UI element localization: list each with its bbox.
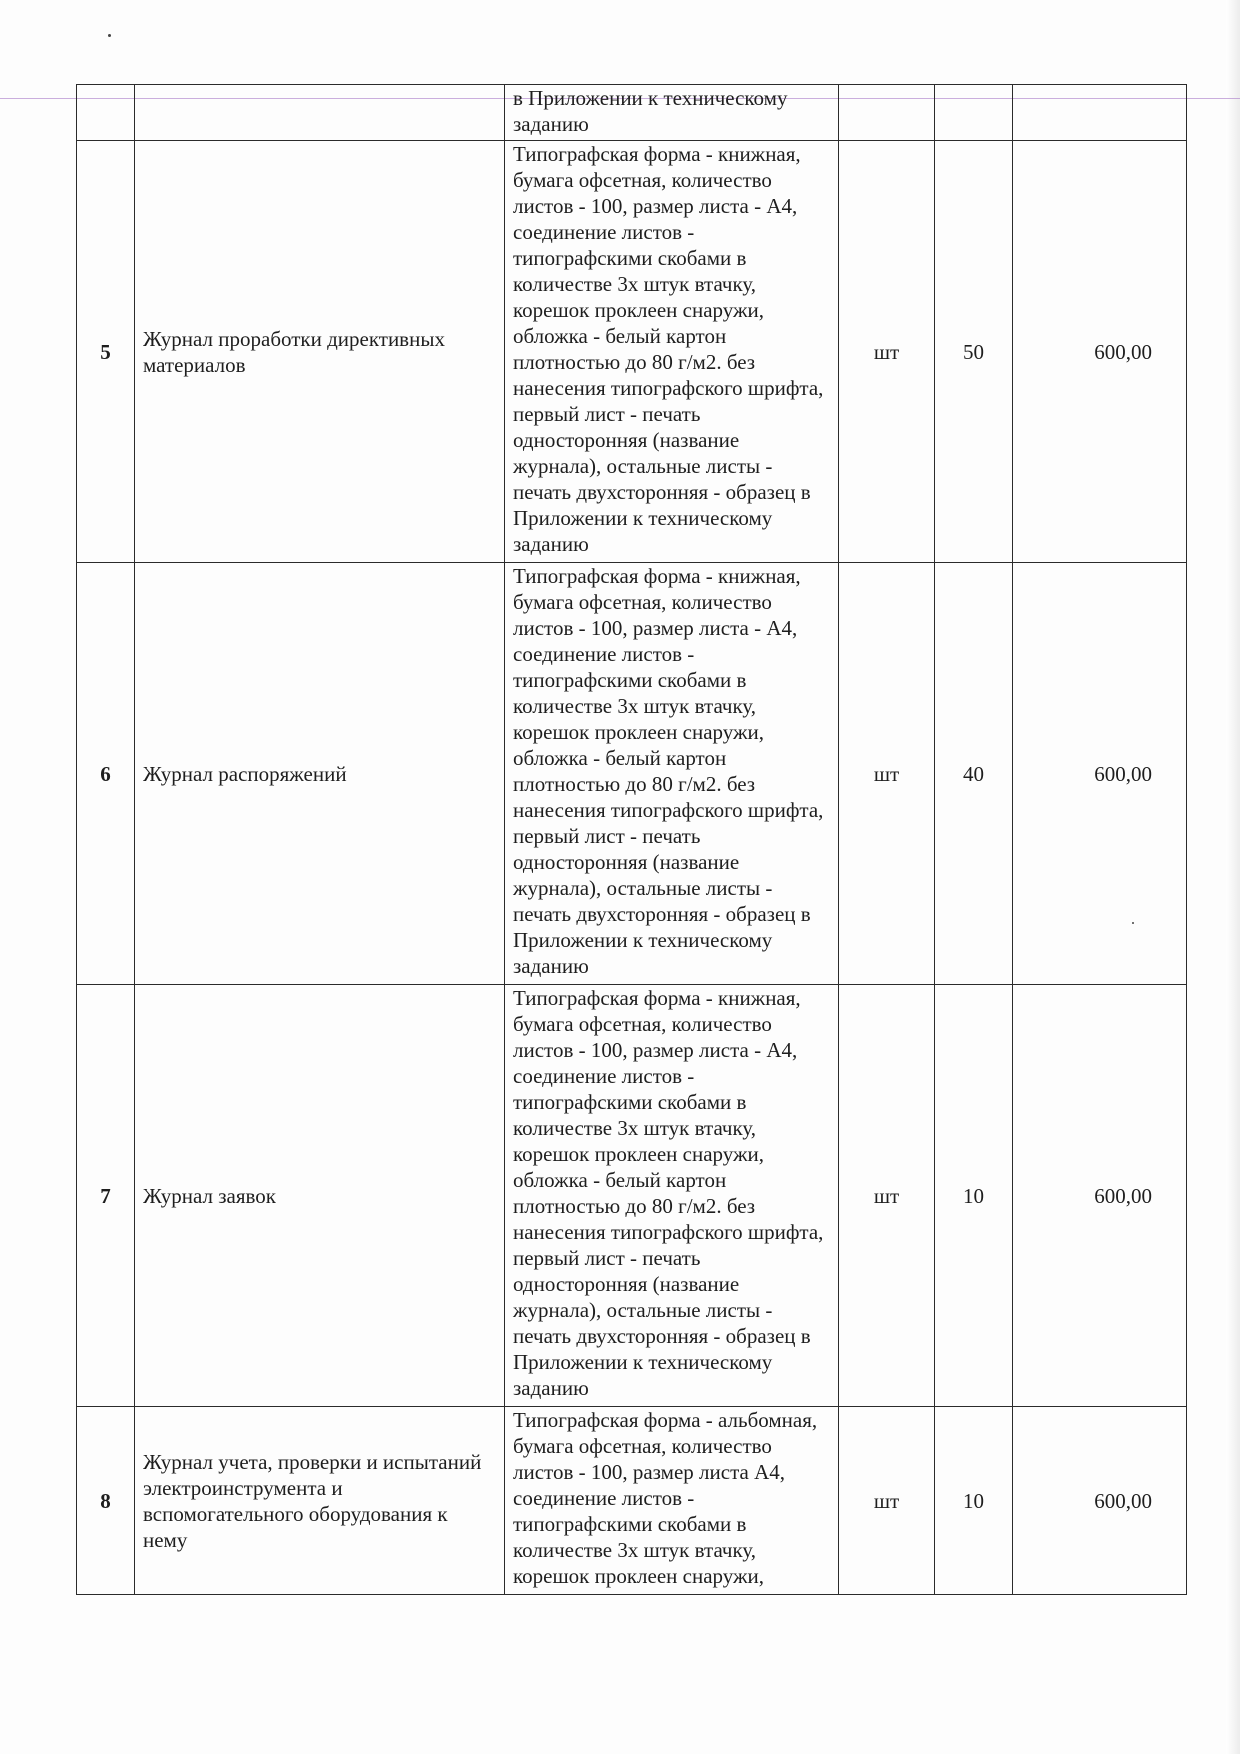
cell-price [1013,85,1187,141]
cell-desc: Типографская форма - книжная, бумага офсетная, количество листов - 100, размер листа - А4, соединение листов - типографскими скобами в количестве 3х штук втачку, корешок проклеен снаружи, обложка - белый картон плотностью до 80 г/м2. без нанесения типографского шрифта, первый лист - печать односторонняя (название журнала), остальные листы - печать двухсторонняя - образец в Приложении к техническому заданию [505,563,839,985]
cell-unit [839,85,935,141]
cell-name: Журнал проработки директивных материалов [135,141,505,563]
cell-desc: Типографская форма - книжная, бумага офсетная, количество листов - 100, размер листа - А4, соединение листов - типографскими скобами в количестве 3х штук втачку, корешок проклеен снаружи, обложка - белый картон плотностью до 80 г/м2. без нанесения типографского шрифта, первый лист - печать односторонняя (название журнала), остальные листы - печать двухсторонняя - образец в Приложении к техническому заданию [505,985,839,1407]
cell-name [135,85,505,141]
cell-desc: в Приложении к техническому заданию [505,85,839,141]
cell-desc: Типографская форма - альбомная, бумага офсетная, количество листов - 100, размер листа А4, соединение листов - типографскими скобами в количестве 3х штук втачку, корешок проклеен снаружи, [505,1407,839,1595]
cell-qty [935,85,1013,141]
cell-unit: шт [839,985,935,1407]
cell-unit: шт [839,563,935,985]
cell-num [77,85,135,141]
cell-name: Журнал распоряжений [135,563,505,985]
cell-num: 5 [77,141,135,563]
cell-qty: 10 [935,1407,1013,1595]
cell-price: 600,00 [1013,1407,1187,1595]
table-row [77,985,1187,1407]
cell-qty: 40 [935,563,1013,985]
table-row [77,1407,1187,1595]
cell-name: Журнал заявок [135,985,505,1407]
scan-edge-shadow [1226,0,1240,1754]
cell-num: 6 [77,563,135,985]
scan-speck [108,34,111,37]
cell-qty: 10 [935,985,1013,1407]
cell-desc: Типографская форма - книжная, бумага офсетная, количество листов - 100, размер листа - А4, соединение листов - типографскими скобами в количестве 3х штук втачку, корешок проклеен снаружи, обложка - белый картон плотностью до 80 г/м2. без нанесения типографского шрифта, первый лист - печать односторонняя (название журнала), остальные листы - печать двухсторонняя - образец в Приложении к техническому заданию [505,141,839,563]
cell-unit: шт [839,141,935,563]
cell-name: Журнал учета, проверки и испытаний электроинструмента и вспомогательного оборудования к нему [135,1407,505,1595]
cell-price: 600,00 [1013,563,1187,985]
cell-unit: шт [839,1407,935,1595]
table-row-continuation [77,85,1187,141]
specification-table [76,84,1187,1595]
cell-price: 600,00 [1013,985,1187,1407]
cell-price: 600,00 [1013,141,1187,563]
table-row [77,141,1187,563]
cell-qty: 50 [935,141,1013,563]
cell-num: 7 [77,985,135,1407]
cell-num: 8 [77,1407,135,1595]
table-row [77,563,1187,985]
